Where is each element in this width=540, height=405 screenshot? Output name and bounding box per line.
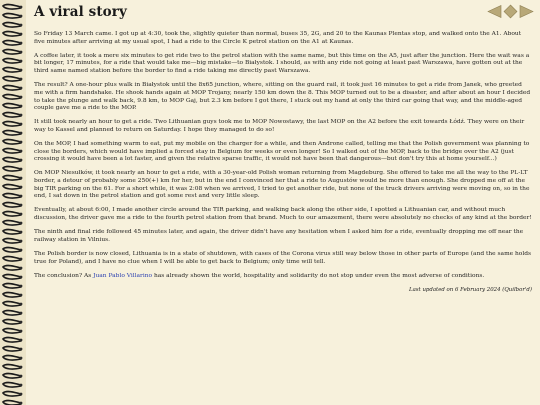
- paragraph: The ninth and final ride followed 45 minutes later, and again, the driver didn't have any hesitation when I asked him for a ride, eventually dropping me off near the railway station in Vilnius.: [34, 229, 524, 243]
- page-navigation: [487, 4, 534, 19]
- conclusion-paragraph: [34, 273, 532, 281]
- paragraph: It still took nearly an hour to get a ride. Two Lithuanian guys took me to MOP Nowostawy, the last MOP on the A2 before the exit towards Łódź. They were on their way to Kassel and planned to return on Saturday. I hope they managed to do so!: [34, 119, 525, 133]
- paragraph: The Polish border is now closed, Lithuania is in a state of shutdown, with cases of the Corona virus still way below those in other parts of Europe (and the same holds true for Poland), and I have no clue when I will be able to get back to Belgium; only time will tell.: [34, 250, 532, 265]
- paragraph: So Friday 13 March came. I got up at 4:30, took the, slightly quieter than normal, buses 35, 2G, and 20 to the Kaunas Plentas stop, and walked onto the A1. About five minutes after arriving at my usual spot, I had a ride to the Circle K petrol station on the A1 at Kaunas.: [34, 31, 522, 45]
- binding-coil: [3, 346, 22, 351]
- binding-coil: [3, 211, 22, 216]
- binding-coil: [3, 355, 22, 360]
- binding-coil: [3, 391, 22, 396]
- diamond-up-icon[interactable]: [503, 4, 518, 19]
- binding-coil: [3, 382, 22, 387]
- binding-coil: [3, 193, 22, 198]
- paragraph: On the MOP, I had something warm to eat, put my mobile on the charger for a while, and then Androne called, telling me that the Polish government was planning to close the borders, which would have implied a forced stay in Belgium for weeks or even longer! So I walked out of the MOP, back to the bridge over the A2 (just crossing it would have been a lot faster, and given the relative sparse traffic, it would not have been that dangerous—but don't try this at home yourself...): [34, 140, 530, 163]
- binding-coil: [3, 274, 22, 279]
- binding-coil: [3, 103, 22, 108]
- binding-coil: [3, 85, 22, 90]
- binding-coils: [0, 0, 24, 405]
- binding-coil: [3, 13, 22, 18]
- binding-coil: [3, 76, 22, 81]
- arrow-left-icon[interactable]: [487, 4, 502, 19]
- binding-coil: [3, 247, 22, 252]
- binding-coil: [3, 256, 22, 261]
- arrow-right-icon[interactable]: [519, 4, 534, 19]
- page-title: A viral story: [34, 4, 127, 20]
- binding-coil: [3, 4, 22, 9]
- binding-coil: [3, 22, 22, 27]
- binding-coil: [3, 265, 22, 270]
- paragraph: Eventually, at about 6:00, I made another circle around the TIR parking, and walking back along the other side, I spotted a Lithuanian car, and without much discussion, the driver gave me a ride to the fourth petrol station from that brand. Much to our amazement, there were absolutely no checks of any kind at the border!: [34, 207, 532, 222]
- notebook-binding: [0, 0, 24, 405]
- binding-coil: [3, 283, 22, 288]
- binding-coil: [3, 49, 22, 54]
- binding-coil: [3, 202, 22, 207]
- binding-coil: [3, 238, 22, 243]
- binding-coil: [3, 328, 22, 333]
- conclusion-text-after: has already shown the world, hospitality and solidarity do not stop under even the most adverse of conditions.: [152, 272, 485, 279]
- binding-coil: [3, 364, 22, 369]
- binding-coil: [3, 130, 22, 135]
- binding-coil: [3, 31, 22, 36]
- binding-coil: [3, 121, 22, 126]
- article-body: [34, 31, 532, 294]
- last-updated: Last updated on 6 February 2024 (Quilbor'd): [409, 286, 532, 293]
- paragraph: On MOP Niesułków, it took nearly an hour to get a ride, with a 30-year-old Polish woman returning from Magdeburg. She offered to take me all the way to the PL-LT border, a detour of probably some 250(+) km for her, but in the end I convinced her that a ride to Augustów would be more than enough. She dropped me off at the big TIR parking on the 61. For a short while, it was 2:08 when we arrived, I tried to get another ride, but none of the truck drivers arriving were moving on, so in the end, I sat down in the petrol station and got some rest and very little sleep.: [34, 170, 530, 200]
- binding-coil: [3, 175, 22, 180]
- binding-coil: [3, 94, 22, 99]
- binding-coil: [3, 58, 22, 63]
- page-sheet: [26, 0, 540, 405]
- binding-coil: [3, 220, 22, 225]
- binding-coil: [3, 301, 22, 306]
- paragraph: A coffee later, it took a mere six minutes to get ride two to the petrol station with the same name, but this time on the A5, just after the junction. Here the wait was a bit longer, 17 minutes, for a ride that would take me—big mistake—to Białystok. I should, as with any ride not going at least past Warszawa, have gotten out at the third same named station before the border to find a ride taking me directly past Warszawa.: [34, 52, 530, 75]
- binding-coil: [3, 67, 22, 72]
- binding-coil: [3, 40, 22, 45]
- binding-coil: [3, 112, 22, 117]
- binding-coil: [3, 400, 22, 405]
- page-header: [26, 0, 540, 26]
- binding-coil: [3, 292, 22, 297]
- binding-coil: [3, 139, 22, 144]
- binding-coil: [3, 229, 22, 234]
- binding-coil: [3, 337, 22, 342]
- conclusion-text-before: The conclusion? As: [34, 272, 94, 279]
- binding-coil: [3, 157, 22, 162]
- binding-coil: [3, 148, 22, 153]
- paragraph: The result? A one-hour plus walk in Białystok until the 8x65 junction, where, sitting on the guard rail, it took just 16 minutes to get a ride from Janek, who greeted me with a firm handshake. He shook hands again at MOP Trojany, nearly 150 km down the 8. This MOP turned out to be a disaster, and after about an hour I decided to take the plunge and walk back, 9.8 km, to MOP Gaj, but 2.3 km before I got there, I stuck out my hand at only the third car going that way, and the middle-aged couple gave me a ride to the MOP.: [34, 82, 531, 112]
- binding-coil: [3, 166, 22, 171]
- author-link[interactable]: Juan Pablo Villarino: [93, 272, 153, 279]
- binding-coil: [3, 319, 22, 324]
- binding-coil: [3, 310, 22, 315]
- binding-coil: [3, 184, 22, 189]
- binding-coil: [3, 373, 22, 378]
